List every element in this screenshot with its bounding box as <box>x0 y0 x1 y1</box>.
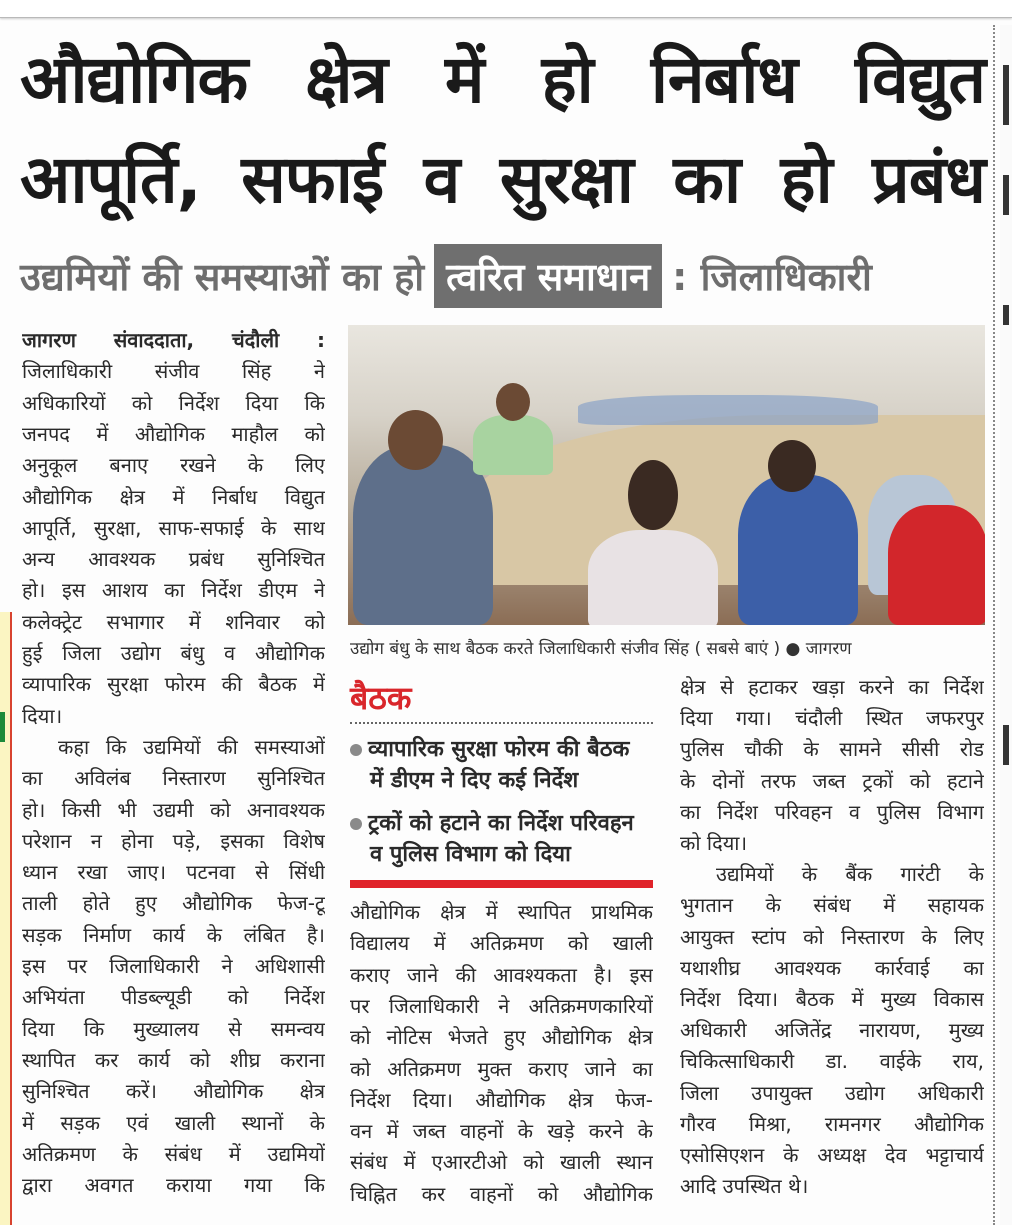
article-text-line: को नोटिस भेजते हुए औद्योगिक क्षेत्र <box>350 1025 653 1050</box>
article-text-line: जिला उपायुक्त उद्योग अधिकारी <box>680 1080 984 1105</box>
article-text-line: आयुक्त स्टांप को निस्तारण के लिए <box>680 924 984 949</box>
photo-person-head <box>496 383 530 421</box>
article-text-line: के दोनों तरफ जब्त ट्रकों को हटाने <box>680 768 984 793</box>
highlight-bullet <box>350 734 660 796</box>
adjacent-article-edge <box>0 612 12 1225</box>
article-text-line: पुलिस चौकी के सामने सीसी रोड <box>680 737 984 762</box>
photo-person <box>473 415 553 475</box>
article-text-line: चिकित्साधिकारी डा. वाईके राय, <box>680 1049 984 1074</box>
article-text-line: अभियंता पीडब्ल्यूडी को निर्देश <box>22 985 325 1010</box>
article-text-line: अधिकारियों को निर्देश दिया कि <box>22 390 325 415</box>
article-text-line: वन में जब्त वाहनों के खड़े करने के <box>350 1119 653 1144</box>
photo-person <box>738 475 858 625</box>
article-text-line: एसोसिएशन के अध्यक्ष देव भट्टाचार्य <box>680 1143 984 1167</box>
article-text-line: में सड़क एवं खाली स्थानों के <box>22 1110 325 1135</box>
bullet-text: व्यापारिक सुरक्षा फोरम की बैठक <box>368 737 630 762</box>
article-text-line: दिया कि मुख्यालय से समन्वय <box>22 1016 325 1041</box>
article-text-line: उद्यमियों के बैंक गारंटी के <box>716 862 984 887</box>
article-text-line: द्वारा अवगत कराया गया कि <box>22 1173 325 1198</box>
photo-person <box>588 530 718 625</box>
bullet-icon <box>350 744 362 756</box>
article-text-line: यथाशीघ्र आवश्यक कार्रवाई का <box>680 955 984 980</box>
bullet-text: में डीएम ने दिए कई निर्देश <box>370 768 579 793</box>
article-text-line: संबंध में एआरटीओ को खाली स्थान <box>350 1150 653 1175</box>
article-text-line: आपूर्ति, सुरक्षा, साफ-सफाई के साथ <box>22 515 325 540</box>
column-rule <box>993 25 995 1225</box>
article-text-line: अनुकूल बनाए रखने के लिए <box>22 453 325 478</box>
article-text-line: आदि उपस्थित थे। <box>680 1174 809 1199</box>
article-text-line: हो। किसी भी उद्यमी को अनावश्यक <box>22 797 325 822</box>
article-text-line: पर जिलाधिकारी ने अतिक्रमणकारियों <box>350 993 653 1018</box>
adjacent-article-clipped <box>1000 25 1012 1225</box>
article-text-line: जिलाधिकारी संजीव सिंह ने <box>22 359 325 384</box>
meeting-photo <box>348 325 985 625</box>
article-text-line: हो। इस आशय का निर्देश डीएम ने <box>22 578 325 603</box>
bullet-text: ट्रकों को हटाने का निर्देश परिवहन <box>368 811 634 836</box>
article-text-line: अधिकारी अजितेंद्र नारायण, मुख्य <box>680 1018 984 1043</box>
article-text-line: भुगतान के संबंध में सहायक <box>680 893 984 918</box>
article-text-line: औद्योगिक क्षेत्र में स्थापित प्राथमिक <box>350 900 653 924</box>
article-text-line: निर्देश दिया। औद्योगिक क्षेत्र फेज- <box>350 1087 653 1112</box>
article-text-line: परेशान न होना पड़े, इसका विशेष <box>22 828 325 853</box>
bullet-icon <box>350 818 362 830</box>
article-text-line: हुई जिला उद्योग बंधु व औद्योगिक <box>22 641 325 665</box>
article-text-line: को दिया। <box>680 831 748 855</box>
headline-line-1: औद्योगिक क्षेत्र में हो निर्बाध विद्युत <box>20 41 985 118</box>
article-text-line: चिह्नित कर वाहनों को औद्योगिक <box>350 1181 653 1206</box>
photo-people-row <box>578 395 878 425</box>
viewer-top-bar <box>0 0 1012 18</box>
article-text-line: सुनिश्चित करें। औद्योगिक क्षेत्र <box>22 1079 325 1104</box>
bullet-text: व पुलिस विभाग को दिया <box>370 842 571 867</box>
adjacent-article-mark <box>0 712 5 742</box>
article-text-line: कलेक्ट्रेट सभागार में शनिवार को <box>22 609 325 634</box>
red-divider <box>350 880 653 888</box>
article-text-line: इस पर जिलाधिकारी ने अधिशासी <box>22 954 325 978</box>
photo-person-head <box>768 440 816 492</box>
headline-line-2: आपूर्ति, सफाई व सुरक्षा का हो प्रबंध <box>20 141 985 218</box>
photo-caption: उद्योग बंधु के साथ बैठक करते जिलाधिकारी संजीव सिंह ( सबसे बाएं ) ● जागरण <box>350 639 852 659</box>
article-text-line: जनपद में औद्योगिक माहौल को <box>22 421 325 446</box>
article-text-line: कहा कि उद्यमियों की समस्याओं <box>58 734 325 759</box>
article-text-line: का अविलंब निस्तारण सुनिश्चित <box>22 766 325 791</box>
subheadline-prefix: उद्यमियों की समस्याओं का हो <box>20 255 425 299</box>
subheadline-suffix: : जिलाधिकारी <box>672 255 872 299</box>
article-text-line: विद्यालय में अतिक्रमण को खाली <box>350 931 653 956</box>
article-text-line: को अतिक्रमण मुक्त कराए जाने का <box>350 1056 653 1081</box>
photo-person-head <box>628 460 678 530</box>
article-text-line: का निर्देश परिवहन व पुलिस विभाग <box>680 799 984 824</box>
article-text-line: गौरव मिश्रा, रामनगर औद्योगिक <box>680 1111 984 1136</box>
article-text-line: ताली होते हुए औद्योगिक फेज-टू <box>22 891 325 916</box>
sidebar-label: बैठक <box>350 679 412 717</box>
article-text-line: ध्यान रखा जाए। पटनवा से सिंधी <box>22 860 325 885</box>
photo-person-head <box>388 410 443 470</box>
article-text-line: दिया। <box>22 703 63 728</box>
article-text-line: औद्योगिक क्षेत्र में निर्बाध विद्युत <box>22 484 325 509</box>
article-text-line: कराए जाने की आवश्यकता है। इस <box>350 962 653 987</box>
byline: जागरण संवाददाता, चंदौली : <box>22 328 325 352</box>
article-text-line: अतिक्रमण के संबंध में उद्यमियों <box>22 1141 325 1166</box>
subheadline-highlight: त्वरित समाधान <box>434 244 662 308</box>
article-text-line: व्यापारिक सुरक्षा फोरम की बैठक में <box>22 672 325 697</box>
article-text-line: अन्य आवश्यक प्रबंध सुनिश्चित <box>22 547 325 572</box>
article-text-line: क्षेत्र से हटाकर खड़ा करने का निर्देश <box>680 675 984 699</box>
dotted-divider <box>350 722 653 724</box>
article-text-line: स्थापित कर कार्य को शीघ्र कराना <box>22 1047 325 1072</box>
article-text-line: निर्देश दिया। बैठक में मुख्य विकास <box>680 987 984 1011</box>
article-text-line: सड़क निर्माण कार्य के लंबित है। <box>22 922 325 947</box>
photo-chair <box>888 505 985 625</box>
highlight-bullet <box>350 808 660 870</box>
photo-person <box>353 445 493 625</box>
subheadline <box>20 245 955 307</box>
article-text-line: दिया गया। चंदौली स्थित जफरपुर <box>680 706 984 731</box>
